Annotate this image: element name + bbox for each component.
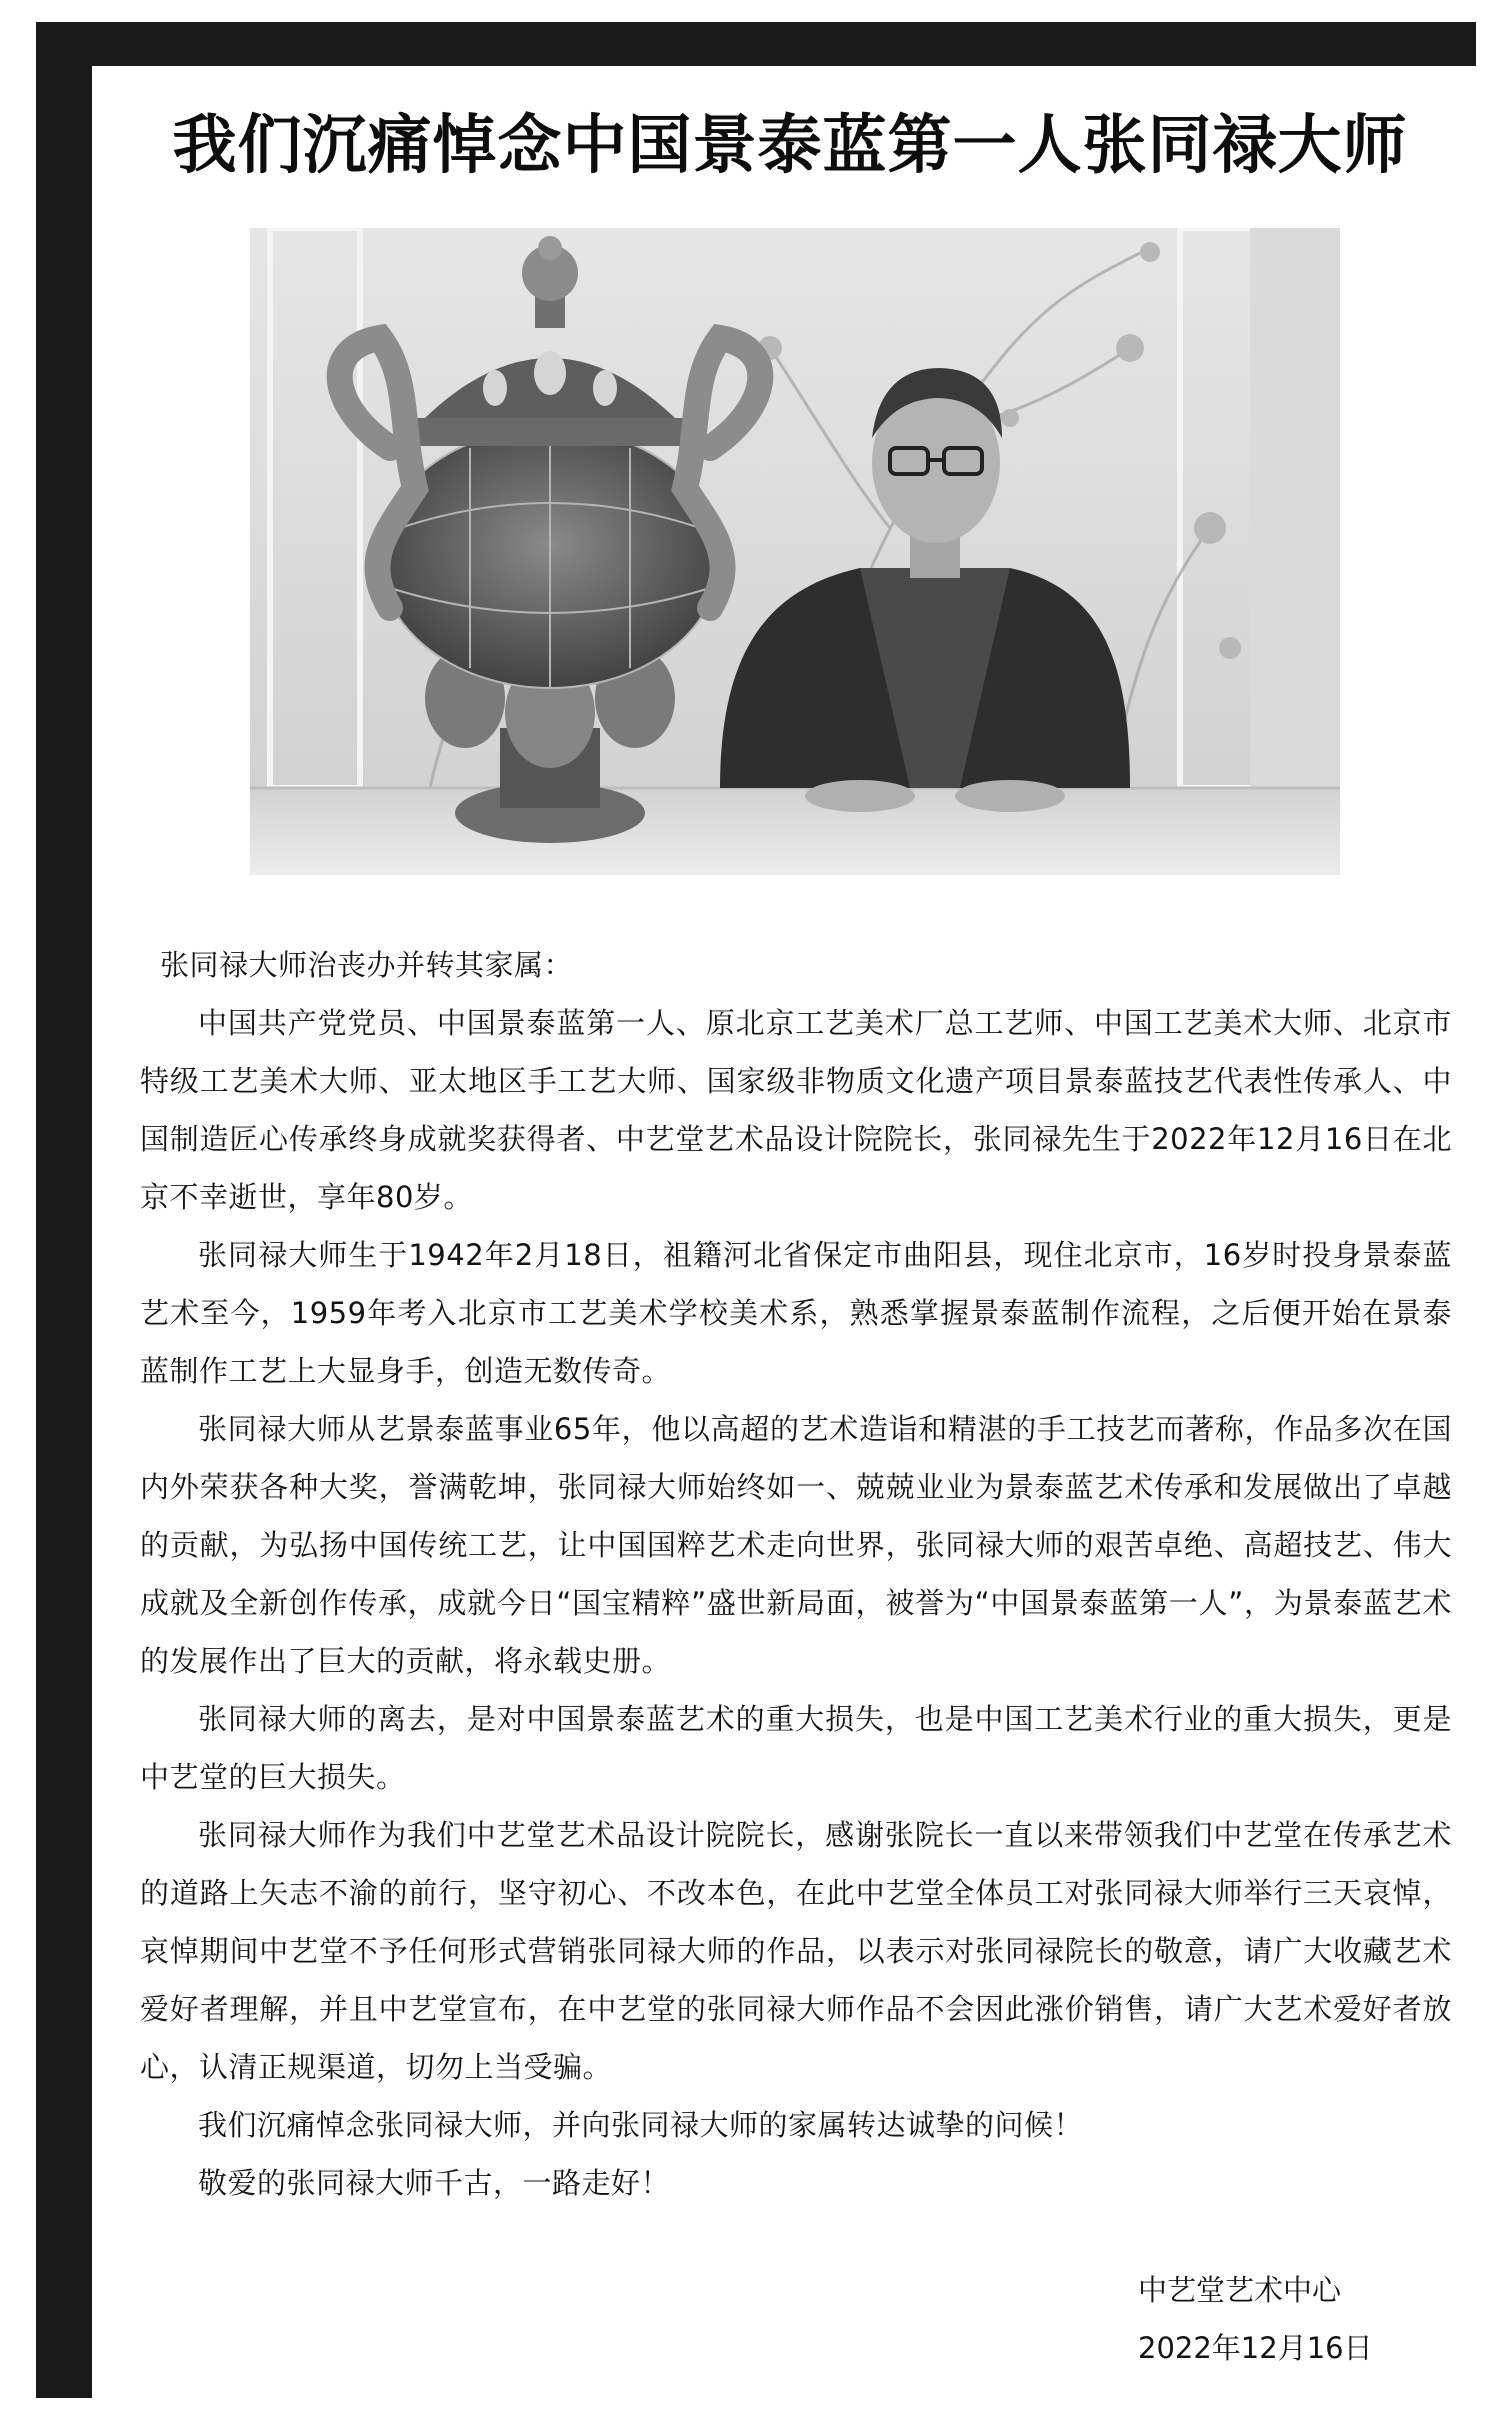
letter-paragraph: 张同禄大师作为我们中艺堂艺术品设计院院长，感谢张院长一直以来带领我们中艺堂在传承艺术的道路上矢志不渝的前行，坚守初心、不改本色，在此中艺堂全体员工对张同禄大师举行三天哀悼，哀悼期间中艺堂不予任何形式营销张同禄大师的作品，以表示对张同禄院长的敬意，请广大收藏艺术爱好者理解，并且中艺堂宣布，在中艺堂的张同禄大师作品不会因此涨价销售，请广大艺术爱好者放心，认清正规渠道，切勿上当受骗。: [140, 1818, 1452, 2084]
page-title: 我们沉痛悼念中国景泰蓝第一人张同禄大师: [172, 109, 1408, 183]
letter-body: [140, 936, 1452, 2212]
portrait-with-cloisonne-censer-icon: [250, 228, 1340, 875]
letter-paragraph: 张同禄大师的离去，是对中国景泰蓝艺术的重大损失，也是中国工艺美术行业的重大损失，更是中艺堂的巨大损失。: [140, 1702, 1452, 1794]
letter-paragraph: 敬爱的张同禄大师千古，一路走好！: [198, 2166, 671, 2200]
notice-paper: [92, 66, 1488, 2398]
signature-organization: 中艺堂艺术中心: [1138, 2273, 1342, 2307]
signature-date: 2022年12月16日: [1138, 2331, 1373, 2365]
letter-salutation: 张同禄大师治丧办并转其家属：: [160, 948, 574, 982]
signature-block: [1138, 2261, 1373, 2377]
letter-paragraph: 我们沉痛悼念张同禄大师，并向张同禄大师的家属转达诚挚的问候！: [198, 2108, 1084, 2142]
letter-paragraph: 中国共产党党员、中国景泰蓝第一人、原北京工艺美术厂总工艺师、中国工艺美术大师、北京市特级工艺美术大师、亚太地区手工艺大师、国家级非物质文化遗产项目景泰蓝技艺代表性传承人、中国制造匠心传承终身成就奖获得者、中艺堂艺术品设计院院长，张同禄先生于2022年12月16日在北京不幸逝世，享年80岁。: [140, 1006, 1452, 1214]
black-memorial-border: [36, 22, 1476, 2398]
letter-paragraph: 张同禄大师从艺景泰蓝事业65年，他以高超的艺术造诣和精湛的手工技艺而著称，作品多次在国内外荣获各种大奖，誉满乾坤，张同禄大师始终如一、兢兢业业为景泰蓝艺术传承和发展做出了卓越的贡献，为弘扬中国传统工艺，让中国国粹艺术走向世界，张同禄大师的艰苦卓绝、高超技艺、伟大成就及全新创作传承，成就今日“国宝精粹”盛世新局面，被誉为“中国景泰蓝第一人”，为景泰蓝艺术的发展作出了巨大的贡献，将永载史册。: [140, 1412, 1452, 1678]
letter-paragraph: 张同禄大师生于1942年2月18日，祖籍河北省保定市曲阳县，现住北京市，16岁时投身景泰蓝艺术至今，1959年考入北京市工艺美术学校美术系，熟悉掌握景泰蓝制作流程，之后便开始在景泰蓝制作工艺上大显身手，创造无数传奇。: [140, 1238, 1452, 1388]
memorial-photo: [250, 228, 1340, 875]
